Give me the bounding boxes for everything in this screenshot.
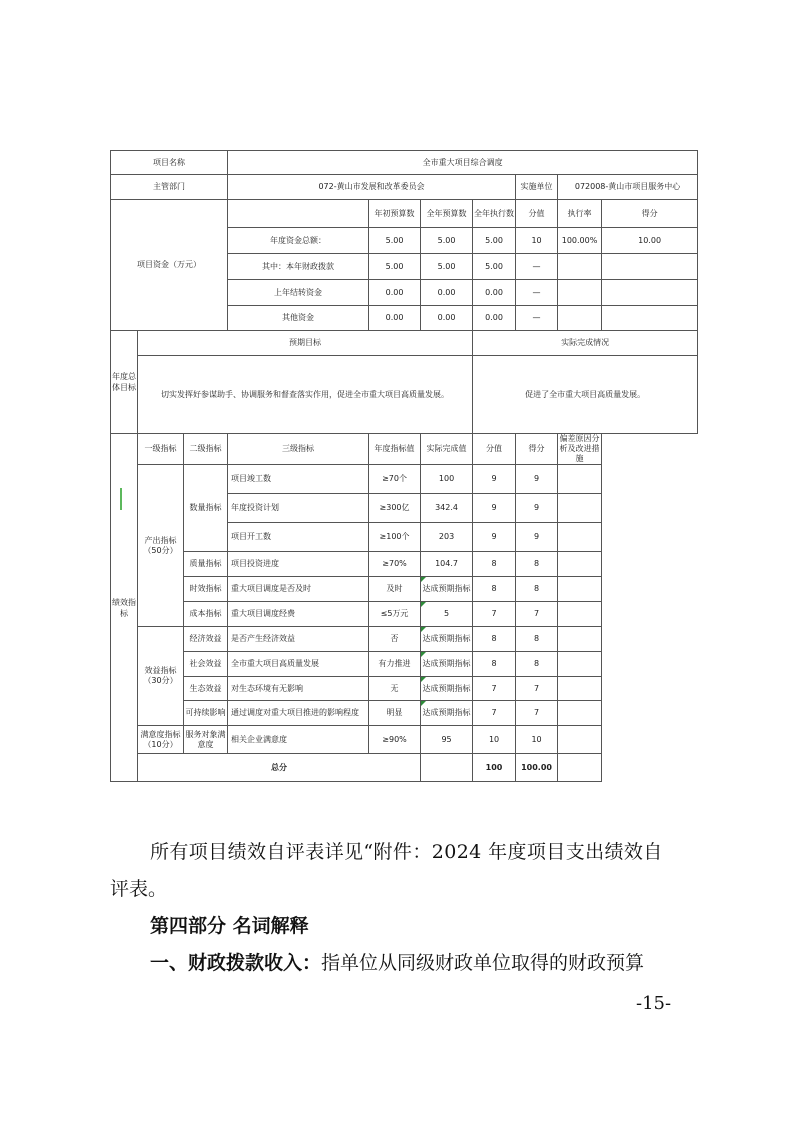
fund-row-label: 其中：本年财政拨款 [228, 254, 369, 280]
fund-cell: 5.00 [421, 254, 473, 280]
score: 7 [473, 677, 516, 701]
fund-cell [602, 254, 698, 280]
definition-term: 一、财政拨款收入： [150, 952, 322, 974]
definition-paragraph [0, 951, 793, 975]
fund-row-label: 其他资金 [228, 306, 369, 331]
satisfaction-label: 满意度指标（10分） [138, 726, 184, 754]
deviation [558, 494, 602, 523]
fund-header: 全年执行数 [473, 200, 516, 228]
fund-cell [558, 254, 602, 280]
l3-label: 相关企业满意度 [228, 726, 369, 754]
fund-cell: 10 [516, 228, 558, 254]
target: ≤5万元 [369, 602, 421, 627]
actual: 104.7 [421, 552, 473, 577]
fund-cell: 0.00 [369, 306, 421, 331]
ind-header: 实际完成值 [421, 434, 473, 465]
ind-header: 一级指标 [138, 434, 184, 465]
got: 7 [516, 677, 558, 701]
deviation [558, 577, 602, 602]
score: 7 [473, 701, 516, 726]
total-deviation [558, 754, 602, 782]
fund-cell: 100.00% [558, 228, 602, 254]
got: 10 [516, 726, 558, 754]
fund-header: 全年预算数 [421, 200, 473, 228]
deviation [558, 465, 602, 494]
fund-cell: — [516, 280, 558, 306]
deviation [558, 726, 602, 754]
performance-table [110, 150, 698, 782]
fund-cell: 10.00 [602, 228, 698, 254]
fund-cell: 0.00 [473, 280, 516, 306]
score: 8 [473, 652, 516, 677]
target: ≥70% [369, 552, 421, 577]
target: ≥300亿 [369, 494, 421, 523]
got: 8 [516, 577, 558, 602]
score: 10 [473, 726, 516, 754]
fund-header: 得分 [602, 200, 698, 228]
score: 8 [473, 552, 516, 577]
fund-cell: 5.00 [369, 254, 421, 280]
ind-header: 年度指标值 [369, 434, 421, 465]
total-label: 总分 [138, 754, 421, 782]
l3-label: 项目投资进度 [228, 552, 369, 577]
goal-label: 年度总体目标 [111, 331, 138, 434]
unit: 072008-黄山市项目服务中心 [558, 175, 698, 200]
l2-label: 数量指标 [184, 465, 228, 552]
total-got: 100.00 [516, 754, 558, 782]
l3-label: 全市重大项目高质量发展 [228, 652, 369, 677]
goal-expected-header: 预期目标 [138, 331, 473, 356]
l3-label: 对生态环境有无影响 [228, 677, 369, 701]
score: 9 [473, 523, 516, 552]
score: 9 [473, 494, 516, 523]
goal-actual-header: 实际完成情况 [473, 331, 698, 356]
l2-label: 服务对象满意度 [184, 726, 228, 754]
fund-label: 项目资金（万元） [111, 200, 228, 331]
ind-header: 得分 [516, 434, 558, 465]
fund-cell [602, 306, 698, 331]
target: ≥90% [369, 726, 421, 754]
l2-label: 时效指标 [184, 577, 228, 602]
ind-header: 分值 [473, 434, 516, 465]
l3-label: 年度投资计划 [228, 494, 369, 523]
ind-header: 二级指标 [184, 434, 228, 465]
fund-cell [558, 306, 602, 331]
body-paragraph-cont: 评表。 [110, 878, 168, 900]
total-blank [421, 754, 473, 782]
fund-cell: 5.00 [473, 254, 516, 280]
fund-row-label: 上年结转资金 [228, 280, 369, 306]
score: 8 [473, 627, 516, 652]
l3-label: 重大项目调度经费 [228, 602, 369, 627]
definition-text: 指单位从同级财政单位取得的财政预算 [321, 952, 645, 974]
fund-cell [602, 280, 698, 306]
l3-label: 项目开工数 [228, 523, 369, 552]
target: 有力推进 [369, 652, 421, 677]
deviation [558, 677, 602, 701]
fund-cell: 0.00 [421, 280, 473, 306]
project-name-label: 项目名称 [111, 151, 228, 175]
actual: 达成预期指标 [421, 577, 473, 602]
section-heading: 第四部分 名词解释 [150, 915, 309, 937]
actual: 达成预期指标 [421, 652, 473, 677]
got: 8 [516, 552, 558, 577]
got: 8 [516, 652, 558, 677]
fund-header: 年初预算数 [369, 200, 421, 228]
fund-row-label: 年度资金总额： [228, 228, 369, 254]
score: 9 [473, 465, 516, 494]
goal-actual: 促进了全市重大项目高质量发展。 [473, 356, 698, 434]
body-paragraph: 所有项目绩效自评表详见“附件：2024 年度项目支出绩效自 [150, 841, 663, 863]
fund-header: 分值 [516, 200, 558, 228]
score: 7 [473, 602, 516, 627]
target: 及时 [369, 577, 421, 602]
fund-cell: — [516, 254, 558, 280]
dept: 072-黄山市发展和改革委员会 [228, 175, 516, 200]
perf-label: 绩效指标 [111, 434, 138, 782]
fund-cell [558, 280, 602, 306]
l2-label: 可持续影响 [184, 701, 228, 726]
got: 9 [516, 465, 558, 494]
fund-cell: 5.00 [473, 228, 516, 254]
deviation [558, 523, 602, 552]
l2-label: 社会效益 [184, 652, 228, 677]
got: 8 [516, 627, 558, 652]
ind-header: 三级指标 [228, 434, 369, 465]
goal-expected: 切实发挥好参谋助手、协调服务和督查落实作用，促进全市重大项目高质量发展。 [138, 356, 473, 434]
output-label: 产出指标（50分） [138, 465, 184, 627]
fund-cell: 0.00 [369, 280, 421, 306]
got: 9 [516, 494, 558, 523]
got: 7 [516, 701, 558, 726]
l2-label: 质量指标 [184, 552, 228, 577]
actual: 达成预期指标 [421, 701, 473, 726]
target: ≥70个 [369, 465, 421, 494]
actual: 100 [421, 465, 473, 494]
deviation [558, 627, 602, 652]
l3-label: 项目竣工数 [228, 465, 369, 494]
ind-header: 偏差原因分析及改进措施 [559, 434, 600, 463]
fund-cell: 0.00 [421, 306, 473, 331]
deviation [558, 701, 602, 726]
fund-cell: 5.00 [421, 228, 473, 254]
target: 明显 [369, 701, 421, 726]
deviation [558, 602, 602, 627]
actual: 达成预期指标 [421, 677, 473, 701]
actual: 203 [421, 523, 473, 552]
l3-label: 是否产生经济效益 [228, 627, 369, 652]
total-score: 100 [473, 754, 516, 782]
got: 7 [516, 602, 558, 627]
got: 9 [516, 523, 558, 552]
fund-cell: — [516, 306, 558, 331]
effect-label: 效益指标（30分） [138, 627, 184, 726]
l3-label: 重大项目调度是否及时 [228, 577, 369, 602]
l2-label: 成本指标 [184, 602, 228, 627]
target: ≥100个 [369, 523, 421, 552]
l2-label: 经济效益 [184, 627, 228, 652]
actual: 95 [421, 726, 473, 754]
fund-header: 执行率 [558, 200, 602, 228]
target: 否 [369, 627, 421, 652]
page-number: -15- [636, 993, 672, 1014]
unit-label: 实施单位 [516, 175, 558, 200]
fund-header-blank [228, 200, 369, 228]
target: 无 [369, 677, 421, 701]
l3-label: 通过调度对重大项目推进的影响程度 [228, 701, 369, 726]
project-name: 全市重大项目综合调度 [228, 151, 698, 175]
deviation [558, 652, 602, 677]
actual: 5 [421, 602, 473, 627]
dept-label: 主管部门 [111, 175, 228, 200]
score: 8 [473, 577, 516, 602]
actual: 342.4 [421, 494, 473, 523]
fund-cell: 5.00 [369, 228, 421, 254]
l2-label: 生态效益 [184, 677, 228, 701]
fund-cell: 0.00 [473, 306, 516, 331]
actual: 达成预期指标 [421, 627, 473, 652]
deviation [558, 552, 602, 577]
